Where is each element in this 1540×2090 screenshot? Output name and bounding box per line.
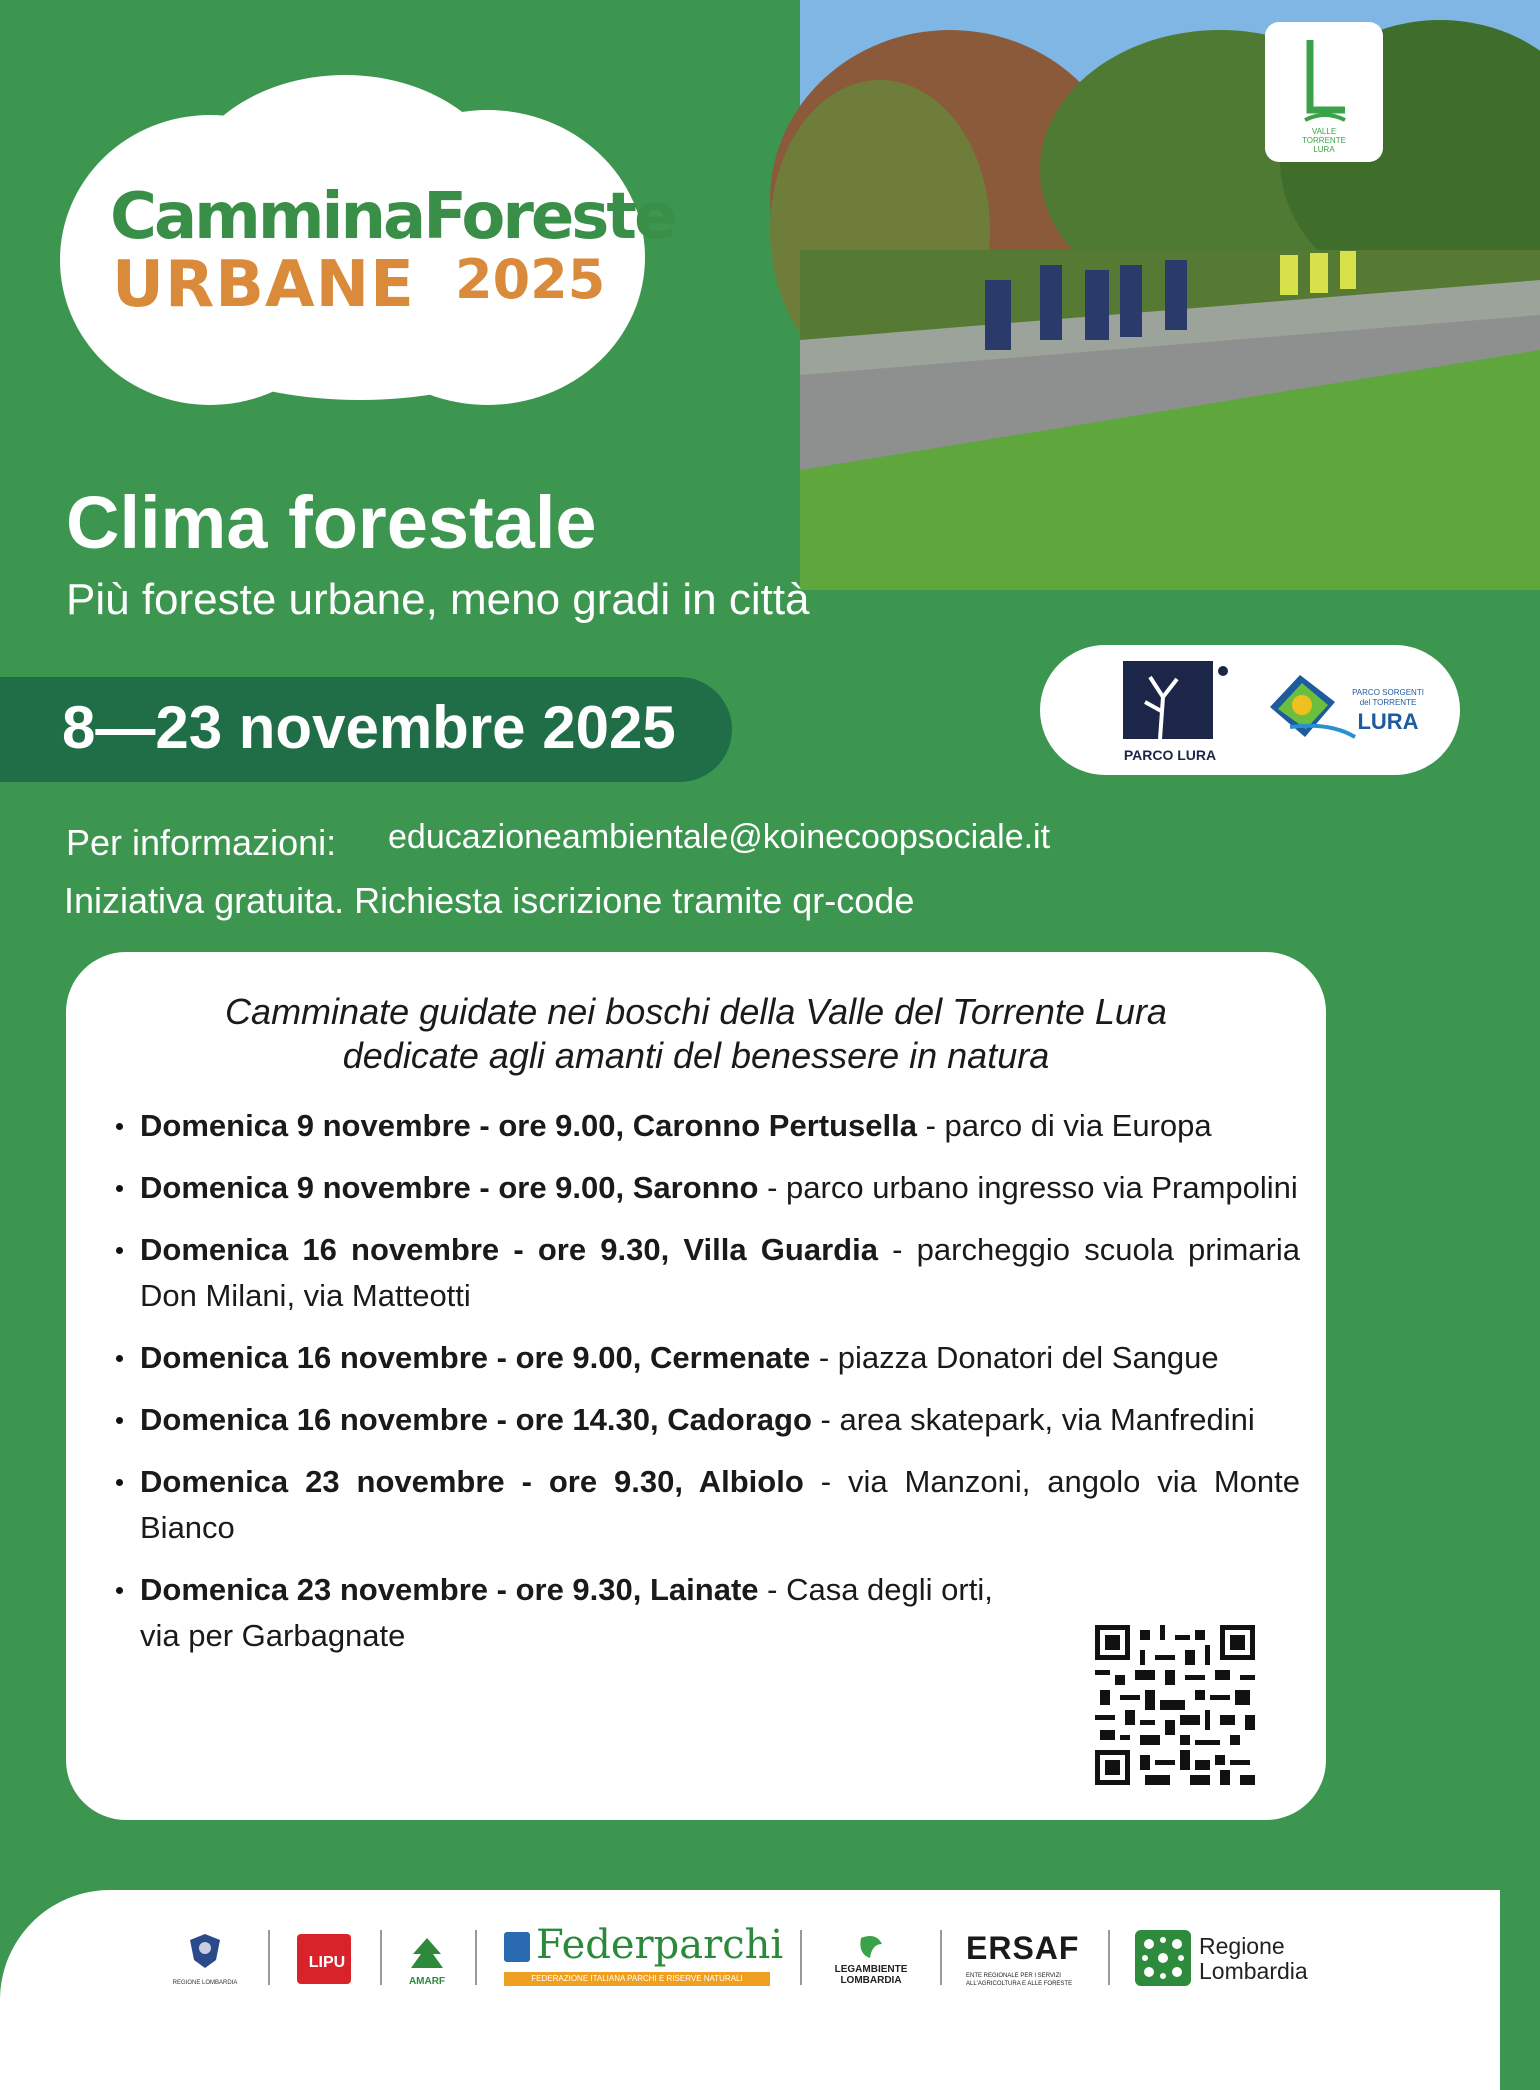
event-item [110,1165,1300,1211]
svg-text:LURA: LURA [1313,145,1335,154]
event-place: - parcheggio scuola primaria Don Milani, via Matteotti [140,1232,1300,1313]
valle-torrente-lura-logo [1265,22,1383,162]
svg-text:LOMBARDIA: LOMBARDIA [840,1975,902,1986]
federparchi-name: Federparchi [536,1922,784,1968]
divider [800,1930,802,1985]
event-place: - parco urbano ingresso via Prampolini [758,1170,1298,1205]
logo-title: CamminaForeste [110,180,675,254]
svg-text:VALLE: VALLE [1311,127,1337,136]
event-place-continued: via per Garbagnate [140,1618,406,1653]
partners-pill [1040,645,1460,775]
schedule-intro-line1: Camminate guidate nei boschi della Valle del Torrente Lura [225,991,1167,1032]
info-label: Per informazioni: [66,822,337,863]
event-item [110,1103,1340,1149]
page-subtitle: Più foreste urbane, meno gradi in città [66,575,810,624]
schedule-intro-line2: dedicate agli amanti del benessere in natura [342,1035,1050,1076]
event-item [110,1227,1300,1319]
parco-sorgenti-lura-icon [1260,667,1430,757]
event-item [110,1459,1300,1551]
divider [268,1930,270,1985]
legambiente-icon [826,1930,916,1990]
events-list [110,1103,1310,1659]
event-when-where: Domenica 9 novembre - ore 9.00, Saronno [140,1170,759,1205]
event-when-where: Domenica 9 novembre - ore 9.00, Caronno Pertusella [140,1108,917,1143]
ersaf-logo [966,1930,1086,1992]
event-place: - piazza Donatori del Sangue [810,1340,1219,1375]
event-when-where: Domenica 23 novembre - ore 9.30, Lainate [140,1572,759,1607]
amarf-tree-icon [405,1932,450,1990]
lipu-bird-icon [295,1932,353,1987]
event-place: - parco di via Europa [916,1108,1212,1143]
svg-text:LEGAMBIENTE: LEGAMBIENTE [834,1964,908,1975]
regione-lombardia-name: Regione Lombardia [1199,1933,1308,1984]
regione-lombardia-logo [1135,1930,1335,1990]
parco-lura-label: PARCO LURA [1123,747,1217,763]
event-place: - Casa degli orti, [758,1572,993,1607]
federparchi-logo [500,1922,784,1992]
event-when-where: Domenica 16 novembre - ore 9.30, Villa Guardia [140,1232,878,1267]
date-range: 8—23 novembre 2025 [62,694,676,761]
info-note: Iniziativa gratuita. Richiesta iscrizione tramite qr-code [64,880,915,921]
amarf-label: AMARF [408,1976,446,1987]
federparchi-tagline: FEDERAZIONE ITALIANA PARCHI E RISERVE NATURALI [504,1972,770,1986]
svg-text:PARCO SORGENTI: PARCO SORGENTI [1352,688,1424,697]
svg-text:TORRENTE: TORRENTE [1302,136,1346,145]
divider [1108,1930,1110,1985]
event-when-where: Domenica 23 novembre - ore 9.30, Albiolo [140,1464,804,1499]
event-place: - area skatepark, via Manfredini [811,1402,1255,1437]
logo-year: 2025 [455,248,606,311]
event-place: - via Manzoni, angolo via Monte Bianco [140,1464,1301,1545]
rosa-camuna-icon [1135,1930,1191,1986]
logo-subtitle: URBANE [112,248,415,322]
page-title: Clima forestale [66,481,597,564]
svg-text:del TORRENTE: del TORRENTE [1359,698,1417,707]
event-when-where: Domenica 16 novembre - ore 9.00, Cermenate [140,1340,811,1375]
divider [940,1930,942,1985]
schedule-intro [66,990,1326,1078]
carabinieri-crest-icon [170,1930,240,1990]
info-email-link[interactable]: educazioneambientale@koinecoopsociale.it [388,818,1051,856]
event-item [110,1567,1100,1659]
ersaf-name: ERSAF [966,1930,1080,1966]
divider [380,1930,382,1985]
walkers-photo [800,0,1540,590]
ersaf-tagline: ENTE REGIONALE PER I SERVIZI ALL'AGRICOLTURA E ALLE FORESTE [966,1973,1073,1987]
lipu-label: LIPU [308,1954,346,1971]
crest-label: REGIONE LOMBARDIA [172,1980,238,1986]
event-when-where: Domenica 16 novembre - ore 14.30, Cadorago [140,1402,812,1437]
divider [475,1930,477,1985]
event-item [110,1335,1340,1381]
svg-text:LURA: LURA [1357,709,1419,734]
qr-code-icon[interactable] [1095,1625,1255,1785]
event-item [110,1397,1300,1443]
parco-lura-tree-icon [1115,657,1235,767]
